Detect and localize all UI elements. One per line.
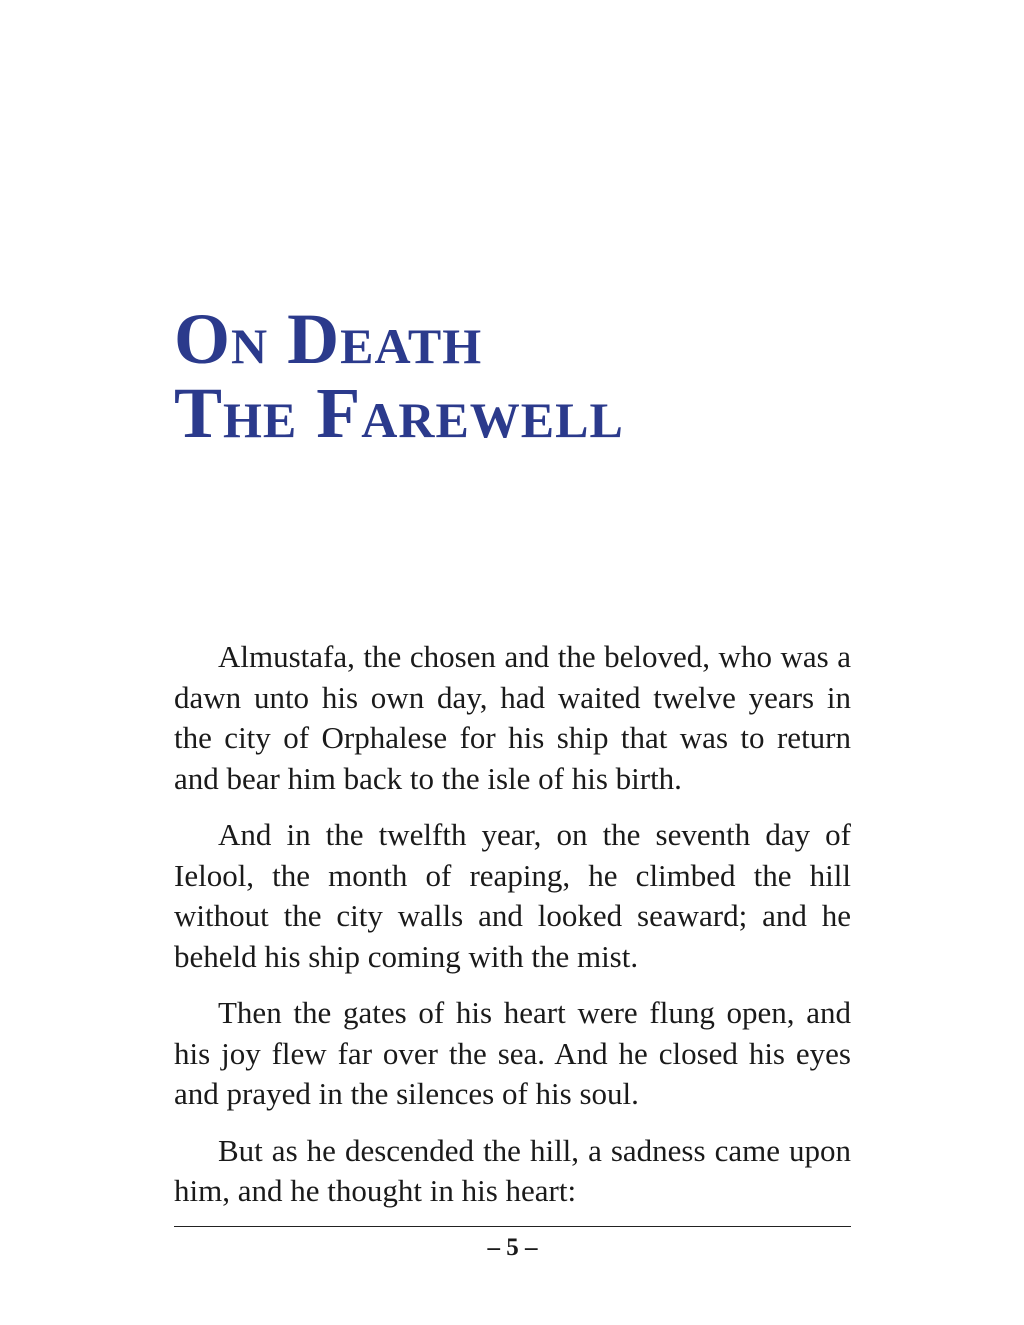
paragraph-2: And in the twelfth year, on the seventh day of Ielool, the month of reaping, he climbed the hill without the city walls and looked seaward; and he beheld his ship coming with the mist.: [174, 817, 851, 974]
chapter-title-line-1: On Death: [174, 299, 483, 379]
body-text: [174, 637, 851, 1228]
page-number: – 5 –: [487, 1234, 538, 1261]
paragraph-1: Almustafa, the chosen and the beloved, who was a dawn unto his own day, had waited twelve years in the city of Orphalese for his ship that was to return and bear him back to the isle of his birth.: [174, 639, 851, 796]
footer-rule: [174, 1226, 851, 1227]
paragraph-4: But as he descended the hill, a sadness came upon him, and he thought in his heart:: [174, 1132, 851, 1208]
paragraph-3: Then the gates of his heart were flung open, and his joy flew far over the sea. And he closed his eyes and prayed in the silences of his soul.: [174, 995, 851, 1111]
chapter-title: [174, 299, 624, 453]
chapter-title-line-2: The Farewell: [174, 373, 624, 453]
